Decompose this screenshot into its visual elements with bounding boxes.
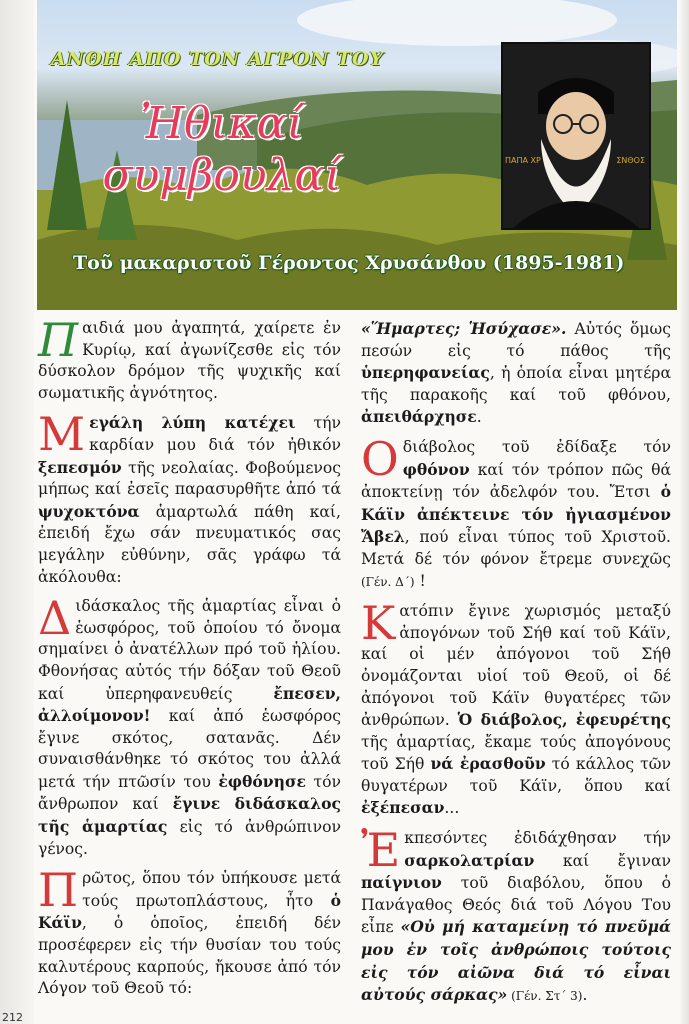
text-column-right (361, 318, 671, 1016)
article-title (57, 98, 387, 202)
paragraph-6: Ο διάβολος τοῦ ἐδίδαξε τόν φθόνον καί τόν τρόπον πῶς θά ἀποκτείνῃ τόν ἀδελφόν του. Ἔτσι ὁ Κάϊν ἀπέκτεινε τόν ἠγιασμένον Ἄβελ, πού εἶναι τύπος τοῦ Χριστοῦ. Μετά δέ τόν φόνον ἔτρεμε συνεχῶς (Γέν. Δ΄) ! (361, 431, 671, 590)
series-title: ΑΝΘΗ ΑΠΟ ΤΟΝ ΑΓΡΟΝ ΤΟΥ (51, 48, 385, 70)
scan-margin (0, 0, 34, 1024)
portrait-label-left: ΠΑΠΑ ΧΡ (505, 156, 541, 165)
text-column-left (38, 313, 341, 1008)
drop-cap: Π (38, 313, 79, 367)
paragraph-1: Παιδιά μου ἀγαπητά, χαίρετε ἐν Κυρίῳ, καί ἀγωνίζεσθε εἰς τόν δύσκολον δρόμον τῆς ψυχικῆς καί σωματικῆς ἁγνότητος. (38, 313, 341, 402)
portrait-label-right: ΣΝΘΟΣ (616, 156, 645, 165)
drop-cap: Κ (361, 596, 396, 651)
article-subtitle: Τοῦ μακαριστοῦ Γέροντος Χρυσάνθου (1895-1981) (73, 252, 625, 274)
drop-cap: Δ (38, 591, 72, 646)
paragraph-4: Πρῶτος, ὅπου τόν ὑπήκουσε μετά τούς πρωτοπλάστους, ἦτο ὁ Κάϊν, ὁ ὁποῖος, ἐπειδή δέν προσέφερεν εἰς τήν θυσίαν του τούς καλυτέρους καρπούς, ἤκουσε ἀπό τόν Λόγον τοῦ Θεοῦ τό: (38, 863, 341, 998)
page-number: 212 (2, 1011, 23, 1024)
page-edge (679, 0, 689, 1024)
paragraph-5: «Ἥμαρτες; Ἡσύχασε». Αὐτός ὅμως πεσών εἰς τό πάθος τῆς ὑπερηφανείας, ἡ ὁποία εἶναι μητέρα τῆς παρακοῆς καί τοῦ φθόνου, ἀπειθάρχησε. (361, 319, 671, 427)
header-banner (37, 0, 677, 310)
drop-cap: Μ (38, 407, 86, 462)
drop-cap: Ἐ (361, 823, 401, 878)
paragraph-7: Κατόπιν ἔγινε χωρισμός μεταξύ ἀπογόνων τοῦ Σήθ καί τοῦ Κάϊν, καί οἱ μέν ἀπόγονοι τοῦ Σήθ ὀνομάζονται υἱοί τοῦ Θεοῦ, οἱ δέ ἀπόγονοι τοῦ Κάϊν θυγατέρες τῶν ἀνθρώπων. Ὁ διάβολος, ἐφευρέτης τῆς ἁμαρτίας, ἔκαμε τούς ἀπογόνους τοῦ Σήθ νά ἐρασθοῦν τό κάλλος τῶν θυγατέρων τοῦ Κάϊν, ὅπου καί ἐξέπεσαν... (361, 596, 671, 818)
paragraph-8: Ἐκπεσόντες ἐδιδάχθησαν τήν σαρκολατρίαν καί ἔγιναν παίγνιον τοῦ διαβόλου, ὅπου ὁ Πανάγαθος Θεός διά τοῦ Λόγου Του εἶπε «Οὐ μή καταμείνῃ τό πνεῦμά μου ἐν τοῖς ἀνθρώποις τούτοις εἰς τόν αἰῶνα διά τό εἶναι αὐτούς σάρκας» (Γέν. Στ΄ 3). (361, 823, 672, 1005)
paragraph-3: Διδάσκαλος τῆς ἁμαρτίας εἶναι ὁ ἑωσφόρος, τοῦ ὁποίου τό ὄνομα σημαίνει ὁ ἀνατέλλων πρό τοῦ ἡλίου. Φθονήσας αὐτός τήν δόξαν τοῦ Θεοῦ καί ὑπερηφανευθείς ἔπεσεν, ἀλλοίμονον! καί ἀπό ἑωσφόρος ἔγινε σκότος, σατανᾶς. Δέν συναισθάνθηκε τό σκότος του ἀλλά μετά τήν πτῶσίν του ἐφθόνησε τόν ἄνθρωπον καί ἔγινε διδάσκαλος τῆς ἁμαρτίας εἰς τό ἀνθρώπινον γένος. (38, 591, 341, 858)
title-line-1: Ἠθικαί (140, 98, 304, 149)
drop-cap: Ο (361, 431, 399, 486)
elder-portrait (501, 42, 651, 230)
portrait-image (503, 44, 649, 228)
drop-cap: Π (38, 863, 79, 918)
title-line-2: συμβουλαί (102, 150, 342, 201)
paragraph-2: Μεγάλη λύπη κατέχει τήν καρδίαν μου διά τόν ἠθικόν ξεπεσμόν τῆς νεολαίας. Φοβούμενος μήπως καί ἐσεῖς παρασυρθῆτε ἀπό τά ψυχοκτόνα ἁμαρτωλά πάθη καί, ἐπειδή ἔχω σάν πνευματικός σας μεγάλην εὐθύνην, σᾶς γράφω τά ἀκόλουθα: (38, 407, 341, 586)
